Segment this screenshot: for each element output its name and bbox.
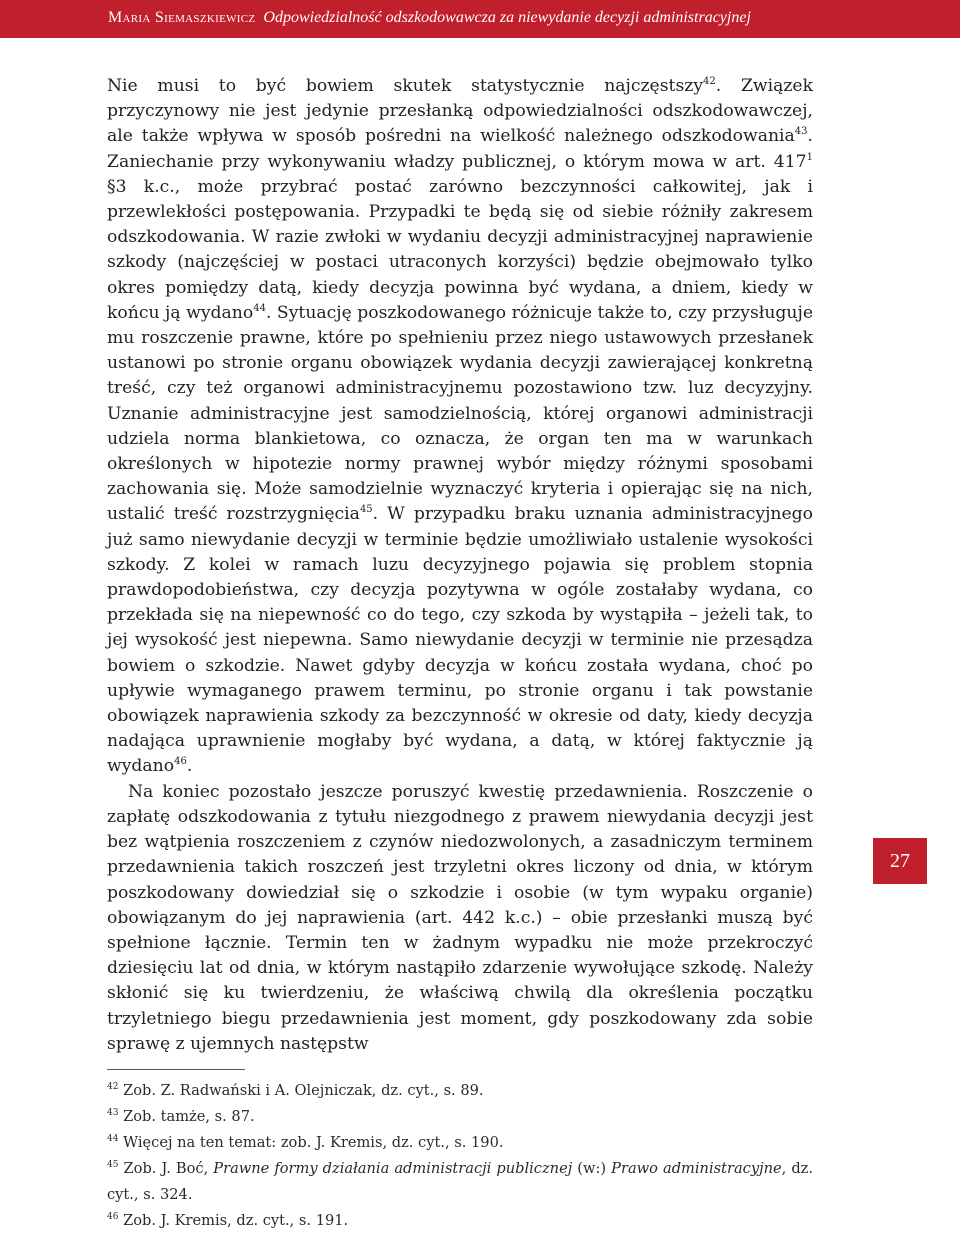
footnote-44 [107, 1130, 813, 1156]
footnotes [107, 1078, 813, 1234]
text-run: §3 k.c., może przybrać postać zarówno bezczynności całkowitej, jak i przewlekłości postępowania. Przypadki te będą się od siebie różniły zakresem odszkodowania. W razie zwłoki w wydaniu decyzji administracyjnej naprawienie szkody (najczęściej w postaci utraconych korzyści) będzie obejmowało tylko okres pomiędzy datą, kiedy decyzja powinna być wydana, a dniem, kiedy w końcu ją wydano [107, 176, 813, 323]
footnote-text: Zob. J. Boć, [123, 1160, 214, 1177]
footnote-ref-43: 43 [794, 126, 808, 138]
article-superscript: 1 [806, 151, 813, 163]
text-run: Nie musi to być bowiem skutek statystycznie najczęstszy [107, 76, 704, 96]
footnote-italic-title: Prawne formy działania administracji publicznej [213, 1160, 573, 1177]
header-author: Maria Siemaszkiewicz [108, 9, 256, 26]
text-run: . Zaniechanie przy wykonywaniu władzy publicznej, o którym mowa w art. 417 [107, 126, 813, 172]
footnote-number: 45 [107, 1160, 119, 1170]
footnote-ref-46: 46 [174, 756, 187, 768]
footnote-ref-42: 42 [703, 76, 716, 87]
footnote-text: (w:) [572, 1160, 612, 1177]
running-header [0, 0, 960, 38]
footnote-text: Zob. Z. Radwański i A. Olejniczak, dz. cyt., s. 89. [123, 1082, 484, 1099]
text-run: . W przypadku braku uznania administracyjnego już samo niewydanie decyzji w terminie będzie umożliwiało ustalenie wysokości szkody. Z kolei w ramach luzu decyzyjnego pojawia się problem stopnia prawdopodobieństwa, czy decyzja pozytywna w ogóle zostałaby wydana, co przekłada się na niepewność co do tego, czy szkoda by wystąpiła – jeżeli tak, to jej wysokość jest niepewna. Samo niewydanie decyzji w terminie nie przesądza bowiem o szkodzie. Nawet gdyby decyzja w końcu została wydana, choć po upływie wymaganego prawem terminu, po stronie organu i tak powstanie obowiązek naprawienia szkody za bezczynność w okresie od daty, kiedy decyzja nadająca uprawnienie mogłaby być wydana, a datą, w której faktycznie ją wydano [107, 504, 813, 777]
running-header-text [108, 9, 948, 27]
footnote-number: 44 [107, 1134, 119, 1144]
paragraph-2: Na koniec pozostało jeszcze poruszyć kwestię przedawnienia. Roszczenie o zapłatę odszkodowania z tytułu niezgodnego z prawem niewydania decyzji jest bez wątpienia roszczeniem z czynów niedozwolonych, a zasadniczym terminem przedawnienia takich roszczeń jest trzyletni okres liczony od dnia, w którym poszkodowany dowiedział się o szkodzie i osobie (w tym wypaku organie) obowiązanym do jej naprawienia (art. 442 k.c.) – obie przesłanki muszą być spełnione łącznie. Termin ten w żadnym wypadku nie może przekroczyć dziesięciu lat od dnia, w którym nastąpiło zdarzenie wywołujące szkodę. Należy skłonić się ku twierdzeniu, że właściwą chwilą dla określenia początku trzyletniego biegu przedawnienia jest moment, gdy poszkodowany zda sobie sprawę z ujemnych następstw [107, 781, 813, 1054]
footnote-text: Więcej na ten temat: zob. J. Kremis, dz. cyt., s. 190. [123, 1134, 504, 1151]
text-run: . [186, 756, 193, 777]
footnote-number: 42 [107, 1082, 119, 1092]
footnote-number: 46 [107, 1212, 119, 1222]
footnote-45 [107, 1156, 813, 1208]
header-title: Odpowiedzialność odszkodowawcza za niewydanie decyzji administracyjnej [263, 9, 751, 26]
footnote-text: Zob. tamże, s. 87. [123, 1108, 255, 1125]
main-text [107, 74, 813, 1057]
footnote-italic-title: Prawo administracyjne [611, 1160, 782, 1177]
footnote-ref-44: 44 [253, 302, 266, 314]
footnote-text: Zob. J. Kremis, dz. cyt., s. 191. [123, 1212, 349, 1229]
text-run: . Sytuację poszkodowanego różnicuje także to, czy przysługuje mu roszczenie prawne, które po spełnieniu przez niego ustawowych przesłanek ustanowi po stronie organu obowiązek wydania decyzji zawierającej konkretną treść, czy też organowi administracyjnemu pozostawiono tzw. luz decyzyjny. Uznanie administracyjne jest samodzielnością, której organowi administracji udziela norma blankietowa, co oznacza, że organ ten ma w warunkach określonych w hipotezie normy prawnej wybór między różnymi sposobami zachowania się. Może samodzielnie wyznaczyć kryteria i opierając się na nich, ustalić treść rozstrzygnięcia [107, 302, 813, 525]
footnote-43 [107, 1104, 813, 1130]
footnote-42 [107, 1078, 813, 1104]
footnote-ref-45: 45 [359, 504, 373, 516]
footnote-divider [107, 1069, 245, 1070]
footnote-number: 43 [107, 1108, 119, 1118]
footnote-46 [107, 1208, 813, 1234]
text-run: . Związek przyczynowy nie jest jedynie przesłanką odpowiedzialności odszkodowawczej, ale także wpływa w sposób pośredni na wielkość należnego odszkodowania [107, 76, 813, 147]
page-number: 27 [873, 838, 927, 884]
paragraph-1 [107, 74, 813, 780]
footnote-text: , dz. cyt., s. 324. [107, 1160, 814, 1203]
